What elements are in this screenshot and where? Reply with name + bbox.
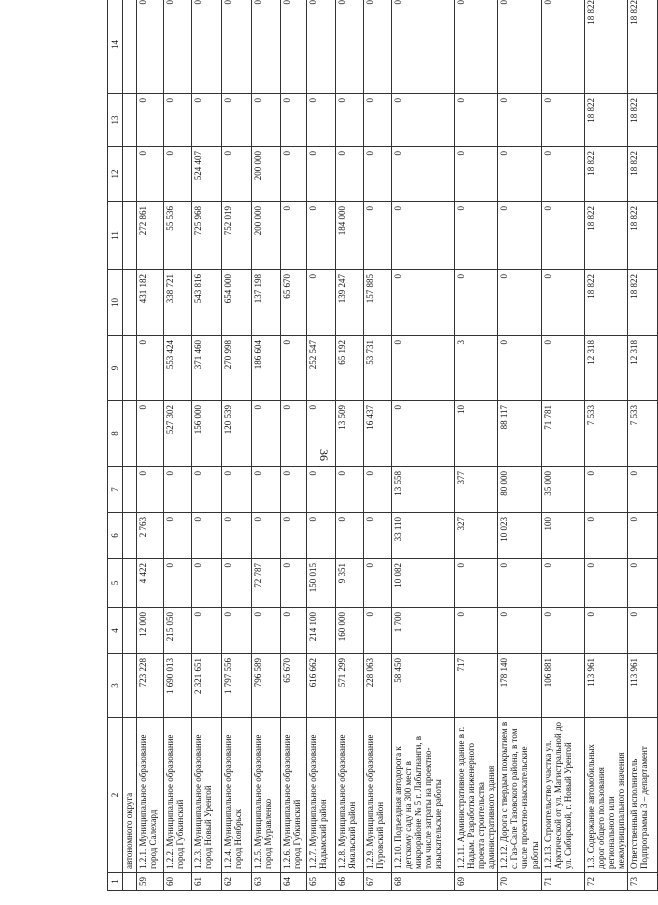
value-cell xyxy=(123,608,137,654)
row-number-cell: 68 xyxy=(392,873,455,891)
row-description-cell: 1.2.7. Муниципальное образование Надымский район xyxy=(307,718,336,873)
table-row xyxy=(498,0,541,891)
row-number-cell: 62 xyxy=(222,873,252,891)
value-cell: 0 xyxy=(137,94,164,147)
column-header-13: 13 xyxy=(108,94,123,147)
value-cell: 0 xyxy=(281,608,307,654)
value-cell: 0 xyxy=(281,467,307,513)
value-cell: 18 822 xyxy=(627,0,657,94)
value-cell: 12 000 xyxy=(137,608,164,654)
row-number-cell: 59 xyxy=(137,873,164,891)
row-number-cell: 60 xyxy=(164,873,192,891)
value-cell: 2 321 651 xyxy=(192,654,222,718)
value-cell: 0 xyxy=(222,608,252,654)
value-cell: 35 000 xyxy=(541,467,584,513)
value-cell: 0 xyxy=(364,513,392,559)
value-cell xyxy=(123,270,137,336)
value-cell: 214 100 xyxy=(307,608,336,654)
row-description-cell: 1.2.6. Муниципальное образование город Губкинский xyxy=(281,718,307,873)
value-cell: 0 xyxy=(584,559,627,608)
column-header-2: 2 xyxy=(108,718,123,873)
row-description-cell: 1.2.10. Подъездная автодорога к детскому саду на 300 мест в микрорайоне № 5 г. Лабытнанги, в том числе затраты на проектно-изыскательские работы xyxy=(392,718,455,873)
value-cell: 725 968 xyxy=(192,202,222,270)
value-cell: 0 xyxy=(498,0,541,94)
table-row xyxy=(392,0,455,891)
value-cell: 524 407 xyxy=(192,147,222,202)
value-cell: 0 xyxy=(336,513,364,559)
value-cell: 0 xyxy=(164,559,192,608)
value-cell: 0 xyxy=(137,467,164,513)
row-description-cell: 1.2.3. Муниципальное образование город Новый Уренгой xyxy=(192,718,222,873)
table-row xyxy=(281,0,307,891)
value-cell: 18 822 xyxy=(584,94,627,147)
value-cell xyxy=(123,513,137,559)
value-cell: 13 558 xyxy=(392,467,455,513)
value-cell xyxy=(123,401,137,467)
value-cell: 0 xyxy=(307,0,336,94)
value-cell: 1 690 013 xyxy=(164,654,192,718)
value-cell: 717 xyxy=(455,654,498,718)
value-cell: 1 797 556 xyxy=(222,654,252,718)
value-cell: 18 822 xyxy=(627,202,657,270)
value-cell: 0 xyxy=(455,202,498,270)
value-cell: 0 xyxy=(222,467,252,513)
value-cell: 0 xyxy=(164,467,192,513)
value-cell: 0 xyxy=(281,202,307,270)
value-cell: 0 xyxy=(498,608,541,654)
value-cell: 18 822 xyxy=(584,0,627,94)
column-header-6: 6 xyxy=(108,513,123,559)
value-cell xyxy=(123,147,137,202)
value-cell: 0 xyxy=(222,147,252,202)
value-cell: 65 670 xyxy=(281,270,307,336)
value-cell: 0 xyxy=(541,147,584,202)
value-cell xyxy=(123,559,137,608)
table-row xyxy=(455,0,498,891)
value-cell: 0 xyxy=(307,513,336,559)
page-number: 36 xyxy=(317,449,331,461)
value-cell: 0 xyxy=(222,94,252,147)
value-cell: 88 117 xyxy=(498,401,541,467)
value-cell xyxy=(123,0,137,94)
value-cell: 0 xyxy=(252,513,281,559)
value-cell: 12 318 xyxy=(627,336,657,401)
value-cell: 0 xyxy=(222,559,252,608)
value-cell: 0 xyxy=(541,0,584,94)
value-cell: 0 xyxy=(252,401,281,467)
value-cell xyxy=(123,336,137,401)
table-row xyxy=(627,0,657,891)
value-cell: 0 xyxy=(281,401,307,467)
value-cell: 0 xyxy=(281,336,307,401)
column-header-11: 11 xyxy=(108,202,123,270)
value-cell: 13 509 xyxy=(336,401,364,467)
value-cell: 139 247 xyxy=(336,270,364,336)
value-cell: 0 xyxy=(455,147,498,202)
value-cell: 327 xyxy=(455,513,498,559)
table-row xyxy=(164,0,192,891)
value-cell: 3 xyxy=(455,336,498,401)
column-header-7: 7 xyxy=(108,467,123,513)
column-header-5: 5 xyxy=(108,559,123,608)
value-cell: 270 998 xyxy=(222,336,252,401)
budget-table xyxy=(107,0,658,891)
value-cell: 0 xyxy=(455,559,498,608)
value-cell: 0 xyxy=(336,147,364,202)
value-cell: 616 662 xyxy=(307,654,336,718)
value-cell: 0 xyxy=(192,559,222,608)
value-cell: 0 xyxy=(307,467,336,513)
column-header-1: 1 xyxy=(108,873,123,891)
value-cell: 543 816 xyxy=(192,270,222,336)
value-cell: 0 xyxy=(392,94,455,147)
value-cell: 272 861 xyxy=(137,202,164,270)
value-cell: 0 xyxy=(364,559,392,608)
row-number-cell: 72 xyxy=(584,873,627,891)
value-cell: 0 xyxy=(627,559,657,608)
value-cell: 33 110 xyxy=(392,513,455,559)
value-cell: 1 700 xyxy=(392,608,455,654)
value-cell: 0 xyxy=(281,513,307,559)
column-header-10: 10 xyxy=(108,270,123,336)
value-cell: 0 xyxy=(252,467,281,513)
row-description-cell: 1.3. Содержание автомобильных дорог общего пользования регионального или межмуниципального значения xyxy=(584,718,627,873)
value-cell: 0 xyxy=(281,0,307,94)
value-cell: 10 023 xyxy=(498,513,541,559)
value-cell: 0 xyxy=(281,94,307,147)
row-number-cell: 65 xyxy=(307,873,336,891)
row-number-cell: 73 xyxy=(627,873,657,891)
value-cell: 0 xyxy=(498,147,541,202)
value-cell: 18 822 xyxy=(627,147,657,202)
value-cell: 0 xyxy=(164,147,192,202)
row-description-cell: 1.2.12. Дорога с твердым покрытием в с. Газ-Сале Тазовского района, в том числе проектно-изыскательские работы xyxy=(498,718,541,873)
row-description-cell: автономного округа xyxy=(123,718,137,873)
value-cell xyxy=(123,94,137,147)
row-description-cell: 1.2.13. Строительство участка ул. Арктической от ул. Магистральной до ул. Сибирской, г. Новый Уренгой xyxy=(541,718,584,873)
value-cell: 723 228 xyxy=(137,654,164,718)
value-cell: 106 881 xyxy=(541,654,584,718)
table-row xyxy=(137,0,164,891)
value-cell: 0 xyxy=(192,513,222,559)
value-cell: 113 961 xyxy=(627,654,657,718)
value-cell: 215 050 xyxy=(164,608,192,654)
table-row xyxy=(123,0,137,891)
value-cell: 200 000 xyxy=(252,202,281,270)
value-cell: 0 xyxy=(192,94,222,147)
value-cell: 654 000 xyxy=(222,270,252,336)
value-cell: 0 xyxy=(252,0,281,94)
value-cell: 0 xyxy=(498,336,541,401)
row-number-cell: 69 xyxy=(455,873,498,891)
value-cell: 0 xyxy=(541,608,584,654)
value-cell: 100 xyxy=(541,513,584,559)
row-description-cell: 1.2.5. Муниципальное образование город Муравленко xyxy=(252,718,281,873)
value-cell: 0 xyxy=(364,608,392,654)
value-cell: 0 xyxy=(307,270,336,336)
value-cell: 796 589 xyxy=(252,654,281,718)
value-cell xyxy=(123,467,137,513)
value-cell: 0 xyxy=(307,401,336,467)
value-cell: 0 xyxy=(541,559,584,608)
column-header-14: 14 xyxy=(108,0,123,94)
row-number-cell: 66 xyxy=(336,873,364,891)
value-cell: 0 xyxy=(364,147,392,202)
value-cell: 0 xyxy=(364,467,392,513)
value-cell: 137 198 xyxy=(252,270,281,336)
value-cell: 0 xyxy=(281,147,307,202)
value-cell xyxy=(123,202,137,270)
value-cell: 431 182 xyxy=(137,270,164,336)
row-description-cell: 1.2.4. Муниципальное образование город Ноябрьск xyxy=(222,718,252,873)
value-cell: 0 xyxy=(192,0,222,94)
value-cell: 338 721 xyxy=(164,270,192,336)
value-cell: 0 xyxy=(192,608,222,654)
column-header-8: 8 xyxy=(108,401,123,467)
value-cell: 0 xyxy=(364,202,392,270)
value-cell: 0 xyxy=(137,401,164,467)
value-cell: 0 xyxy=(627,608,657,654)
value-cell: 160 000 xyxy=(336,608,364,654)
value-cell: 113 961 xyxy=(584,654,627,718)
value-cell: 0 xyxy=(137,336,164,401)
table-row xyxy=(364,0,392,891)
value-cell: 120 539 xyxy=(222,401,252,467)
row-description-cell: 1.2.9. Муниципальное образование Пуровский район xyxy=(364,718,392,873)
value-cell: 0 xyxy=(222,513,252,559)
value-cell: 371 460 xyxy=(192,336,222,401)
value-cell: 0 xyxy=(252,94,281,147)
value-cell: 0 xyxy=(455,0,498,94)
value-cell: 200 000 xyxy=(252,147,281,202)
value-cell: 0 xyxy=(307,147,336,202)
value-cell: 0 xyxy=(392,147,455,202)
value-cell: 228 063 xyxy=(364,654,392,718)
value-cell: 0 xyxy=(392,0,455,94)
value-cell: 0 xyxy=(455,94,498,147)
value-cell: 18 822 xyxy=(584,270,627,336)
value-cell: 72 787 xyxy=(252,559,281,608)
table-row xyxy=(584,0,627,891)
value-cell xyxy=(123,654,137,718)
value-cell: 0 xyxy=(498,94,541,147)
column-number-header xyxy=(108,0,123,891)
rotated-table-frame xyxy=(107,0,650,891)
table-row xyxy=(307,0,336,891)
row-description-cell: 1.2.8. Муниципальное образование Ямальский район xyxy=(336,718,364,873)
row-number-cell: 71 xyxy=(541,873,584,891)
value-cell: 0 xyxy=(498,202,541,270)
table-row xyxy=(541,0,584,891)
value-cell: 18 822 xyxy=(584,147,627,202)
value-cell: 4 422 xyxy=(137,559,164,608)
table-row xyxy=(222,0,252,891)
row-description-cell: Ответственный исполнитель Подпрограммы 3 – департамент xyxy=(627,718,657,873)
value-cell: 2 763 xyxy=(137,513,164,559)
column-header-12: 12 xyxy=(108,147,123,202)
table-row xyxy=(192,0,222,891)
value-cell: 58 450 xyxy=(392,654,455,718)
column-header-3: 3 xyxy=(108,654,123,718)
value-cell: 0 xyxy=(336,0,364,94)
value-cell: 12 318 xyxy=(584,336,627,401)
row-number-cell xyxy=(123,873,137,891)
value-cell: 156 000 xyxy=(192,401,222,467)
value-cell: 157 885 xyxy=(364,270,392,336)
value-cell: 0 xyxy=(252,608,281,654)
value-cell: 0 xyxy=(392,270,455,336)
row-description-cell: 1.2.1. Муниципальное образование город Салехард xyxy=(137,718,164,873)
value-cell: 553 424 xyxy=(164,336,192,401)
value-cell: 0 xyxy=(541,336,584,401)
row-description-cell: 1.2.2. Муниципальное образование город Губкинский xyxy=(164,718,192,873)
table-row xyxy=(252,0,281,891)
value-cell: 0 xyxy=(584,467,627,513)
value-cell: 150 015 xyxy=(307,559,336,608)
value-cell: 0 xyxy=(541,270,584,336)
value-cell: 0 xyxy=(455,270,498,336)
value-cell: 571 299 xyxy=(336,654,364,718)
value-cell: 186 604 xyxy=(252,336,281,401)
value-cell: 0 xyxy=(364,94,392,147)
value-cell: 0 xyxy=(336,94,364,147)
value-cell: 178 140 xyxy=(498,654,541,718)
value-cell: 65 192 xyxy=(336,336,364,401)
row-description-cell: 1.2.11. Административное здание в г. Надым. Разработка инженерного проекта строительства административного здания xyxy=(455,718,498,873)
value-cell: 252 547 xyxy=(307,336,336,401)
value-cell: 18 822 xyxy=(584,202,627,270)
value-cell: 0 xyxy=(137,147,164,202)
value-cell: 0 xyxy=(455,608,498,654)
value-cell: 527 302 xyxy=(164,401,192,467)
column-header-9: 9 xyxy=(108,336,123,401)
value-cell: 0 xyxy=(364,0,392,94)
column-header-4: 4 xyxy=(108,608,123,654)
row-number-cell: 61 xyxy=(192,873,222,891)
value-cell: 0 xyxy=(281,559,307,608)
value-cell: 0 xyxy=(584,608,627,654)
value-cell: 0 xyxy=(392,336,455,401)
value-cell: 18 822 xyxy=(627,94,657,147)
value-cell: 9 351 xyxy=(336,559,364,608)
value-cell: 18 822 xyxy=(627,270,657,336)
value-cell: 0 xyxy=(392,401,455,467)
value-cell: 0 xyxy=(137,0,164,94)
value-cell: 65 670 xyxy=(281,654,307,718)
value-cell: 0 xyxy=(541,202,584,270)
value-cell: 53 731 xyxy=(364,336,392,401)
table-row xyxy=(336,0,364,891)
value-cell: 377 xyxy=(455,467,498,513)
value-cell: 0 xyxy=(336,467,364,513)
value-cell: 0 xyxy=(164,0,192,94)
value-cell: 71 781 xyxy=(541,401,584,467)
value-cell: 0 xyxy=(392,202,455,270)
value-cell: 0 xyxy=(164,94,192,147)
value-cell: 0 xyxy=(307,94,336,147)
value-cell: 10 xyxy=(455,401,498,467)
row-number-cell: 64 xyxy=(281,873,307,891)
value-cell: 0 xyxy=(192,467,222,513)
value-cell: 80 000 xyxy=(498,467,541,513)
value-cell: 7 533 xyxy=(627,401,657,467)
value-cell: 0 xyxy=(627,467,657,513)
value-cell: 752 019 xyxy=(222,202,252,270)
value-cell: 0 xyxy=(541,94,584,147)
value-cell: 7 533 xyxy=(584,401,627,467)
value-cell: 55 536 xyxy=(164,202,192,270)
row-number-cell: 63 xyxy=(252,873,281,891)
value-cell: 0 xyxy=(498,559,541,608)
value-cell: 10 082 xyxy=(392,559,455,608)
value-cell: 184 000 xyxy=(336,202,364,270)
row-number-cell: 67 xyxy=(364,873,392,891)
value-cell: 16 437 xyxy=(364,401,392,467)
value-cell: 0 xyxy=(222,0,252,94)
value-cell: 0 xyxy=(307,202,336,270)
value-cell: 0 xyxy=(627,513,657,559)
value-cell: 0 xyxy=(498,270,541,336)
value-cell: 0 xyxy=(164,513,192,559)
value-cell: 0 xyxy=(584,513,627,559)
row-number-cell: 70 xyxy=(498,873,541,891)
